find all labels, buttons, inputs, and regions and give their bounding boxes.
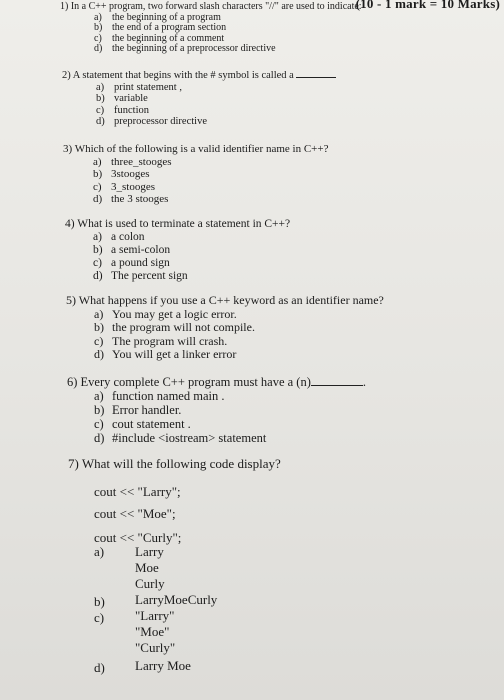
option-d[interactable]: d) The percent sign [93,270,188,282]
question-2-stem: 2) A statement that begins with the # symbol is called a [62,70,336,82]
option-a[interactable]: a) print statement , [96,81,182,93]
question-4 [65,218,290,283]
question-2 [62,70,336,128]
option-d[interactable]: d) preprocessor directive [96,116,207,127]
answer-line: "Moe" [135,624,170,639]
question-6 [67,375,366,445]
question-4-options [93,231,290,283]
question-1-stem: 1) In a C++ program, two forward slash characters "//" are used to indicate: [60,1,362,12]
answer-line: Larry [135,544,164,559]
option-b[interactable]: b) a semi-colon [93,244,171,256]
marks-header: (10 - 1 mark = 10 Marks) [355,0,500,11]
answer-line: Larry Moe [135,658,191,673]
option-a[interactable]: a) You may get a logic error. [94,306,237,321]
option-c[interactable]: c) 3_stooges [93,180,155,193]
answer-blank [311,385,363,386]
question-3-stem: 3) Which of the following is a valid identifier name in C++? [63,143,329,155]
question-1-options [94,13,362,55]
answer-line: Curly [135,576,165,591]
answer-blank [296,77,336,78]
question-1 [60,2,362,55]
code-line: cout << "Curly"; [94,530,182,545]
option-c[interactable]: c) cout statement . [94,417,191,431]
question-7 [68,456,498,696]
option-a[interactable]: a) function named main . [94,389,225,403]
question-7-stem: 7) What will the following code display? [68,456,281,471]
answer-line: "Larry" [135,608,175,623]
option-b[interactable]: b) [94,594,105,609]
question-5-options [94,308,384,362]
option-d[interactable]: d) [94,660,105,675]
option-d[interactable]: d) the 3 stooges [93,193,169,205]
option-d[interactable]: d) You will get a linker error [94,347,237,361]
option-b[interactable]: b) the end of a program section [94,22,227,33]
answer-line: LarryMoeCurly [135,592,218,607]
code-line: cout << "Moe"; [94,506,176,521]
option-a[interactable]: a) the beginning of a program [94,11,221,23]
option-a[interactable]: a) [94,544,105,559]
question-3 [63,143,328,206]
option-c[interactable]: c) function [96,104,149,116]
option-a[interactable]: a) three_stooges [93,155,172,168]
question-4-stem: 4) What is used to terminate a statement in C++? [65,218,291,230]
question-5-stem: 5) What happens if you use a C++ keyword as an identifier name? [66,293,384,307]
answer-line: Moe [135,560,159,575]
option-a[interactable]: a) a colon [93,231,145,243]
option-c[interactable]: c) a pound sign [93,257,170,269]
option-c[interactable]: c) the beginning of a comment [94,32,225,44]
code-line: cout << "Larry"; [94,484,181,499]
option-d[interactable]: d) #include <iostream> statement [94,431,267,445]
option-c[interactable]: c) The program will crash. [94,333,228,348]
question-2-options [96,82,336,128]
question-3-options [93,156,328,206]
option-b[interactable]: b) the program will not compile. [94,320,255,334]
option-b[interactable]: b) Error handler. [94,403,182,417]
question-5 [66,294,384,362]
question-6-options [94,389,366,445]
option-b[interactable]: b) 3stooges [93,168,150,180]
question-6-stem: 6) Every complete C++ program must have a (n) . [67,375,367,389]
answer-line: "Curly" [135,640,176,655]
option-b[interactable]: b) variable [96,93,148,104]
option-c[interactable]: c) [94,610,105,625]
option-d[interactable]: d) the beginning of a preprocessor directive [94,43,276,54]
